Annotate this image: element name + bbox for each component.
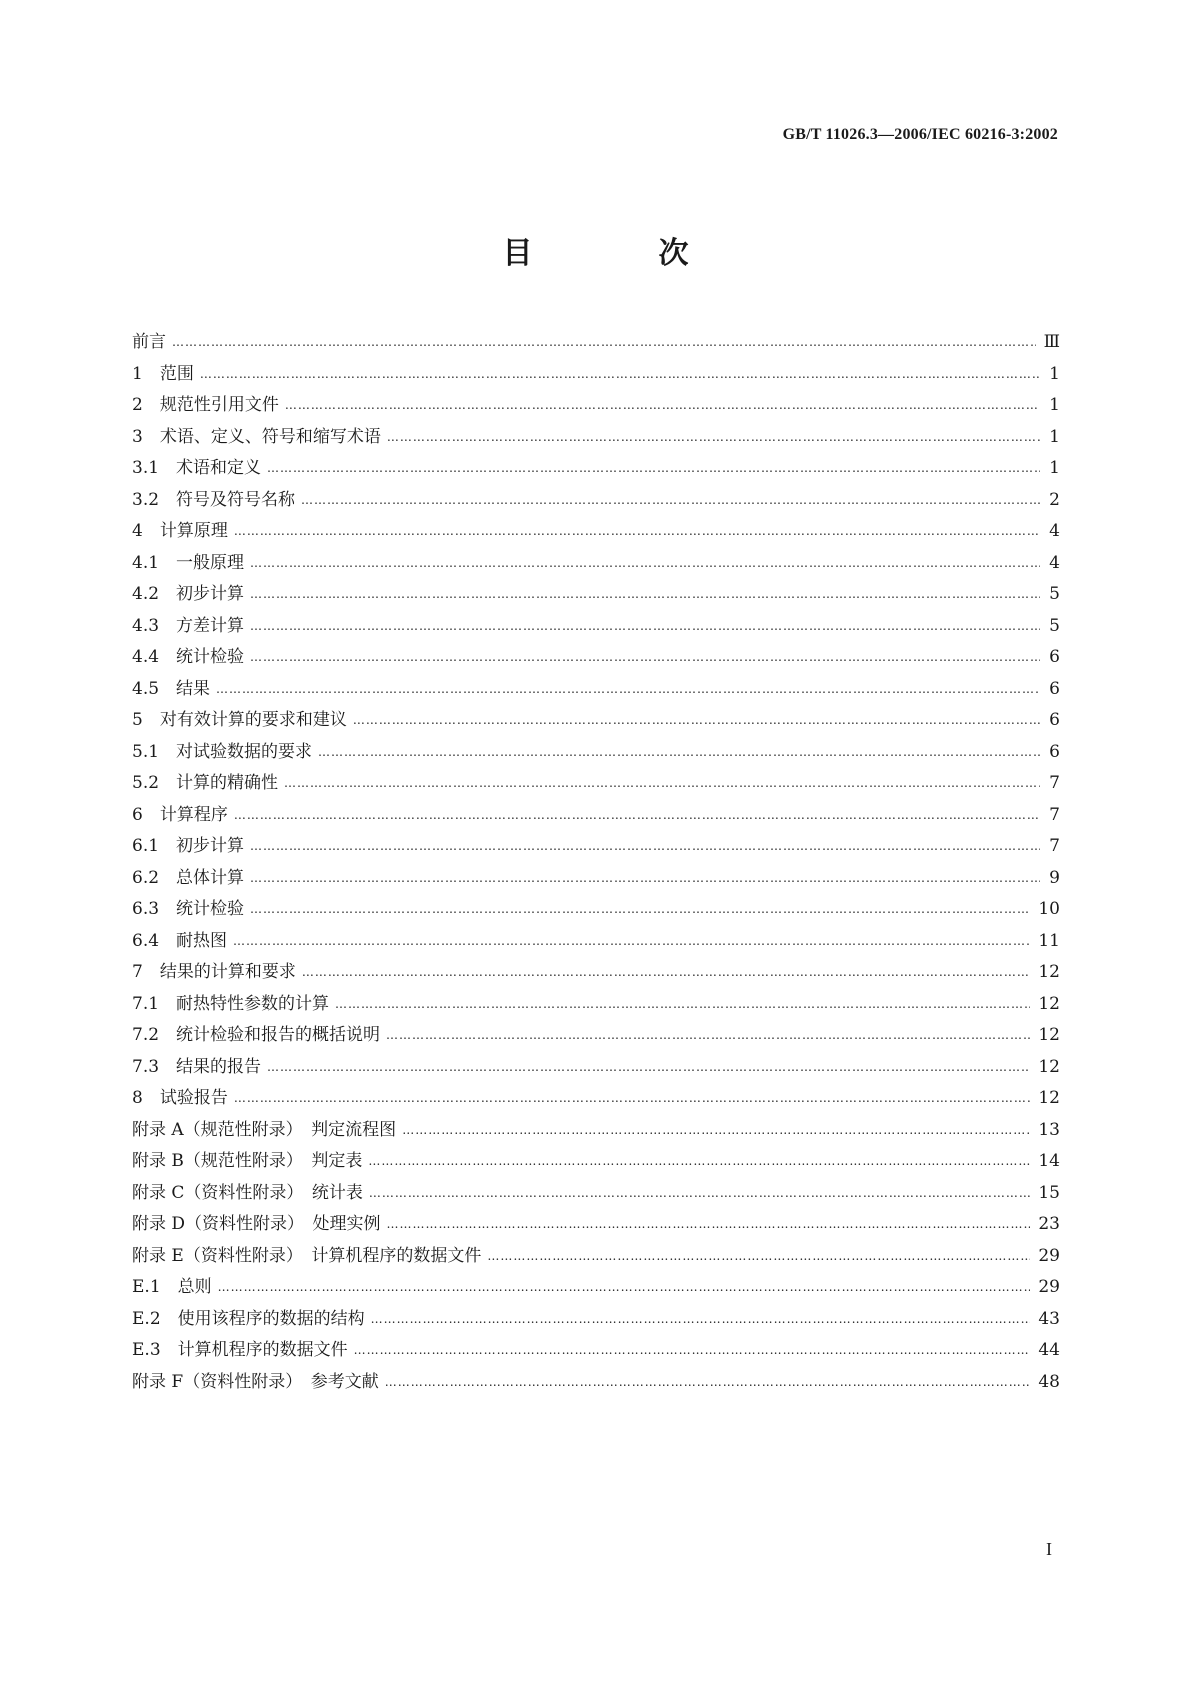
toc-entry-label: 附录 C（资料性附录） 统计表 [132, 1182, 363, 1203]
dot-leader [218, 1272, 1031, 1304]
toc-entry-label: 5.2 计算的精确性 [132, 773, 279, 793]
toc-entry[interactable] [132, 1304, 1060, 1336]
dot-leader [250, 611, 1040, 643]
toc-entry[interactable] [132, 1083, 1060, 1115]
toc-entry[interactable] [132, 1020, 1060, 1052]
toc-entry-page: 6 [1049, 647, 1060, 667]
toc-entry-label: 3.1 术语和定义 [132, 458, 262, 478]
toc-entry[interactable] [132, 453, 1060, 485]
page-title: 目 次 [502, 236, 737, 271]
dot-leader [250, 579, 1040, 611]
toc-entry[interactable] [132, 957, 1060, 989]
toc-entry-label: 7 结果的计算和要求 [132, 962, 296, 982]
toc-entry-label: 5 对有效计算的要求和建议 [132, 710, 347, 730]
toc-entry-label: 7.2 统计检验和报告的概括说明 [132, 1025, 381, 1045]
toc-entry-page: 6 [1049, 710, 1060, 730]
toc-entry-page: 6 [1049, 678, 1060, 699]
toc-entry-label: 前言 [132, 332, 166, 352]
dot-leader [369, 1178, 1030, 1210]
toc-entry-label: 5.1 对试验数据的要求 [132, 741, 313, 762]
toc-entry-label: 4.2 初步计算 [132, 584, 245, 604]
toc-entry-page: 7 [1049, 836, 1060, 856]
dot-leader [302, 957, 1031, 989]
toc-entry-label: 附录 E（资料性附录） 计算机程序的数据文件 [132, 1245, 482, 1266]
toc-entry-label: 4 计算原理 [132, 521, 228, 541]
toc-entry[interactable] [132, 737, 1060, 769]
toc-entry-page: 43 [1038, 1308, 1060, 1329]
dot-leader [216, 674, 1040, 706]
table-of-contents [132, 327, 1060, 1398]
toc-entry[interactable] [132, 1335, 1060, 1367]
dot-leader [284, 768, 1040, 800]
dot-leader [386, 1020, 1030, 1052]
toc-entry-label: 3.2 符号及符号名称 [132, 489, 296, 510]
dot-leader [234, 1083, 1031, 1115]
dot-leader [385, 1367, 1031, 1399]
toc-entry[interactable] [132, 926, 1060, 958]
dot-leader [250, 831, 1040, 863]
toc-entry[interactable] [132, 642, 1060, 674]
toc-entry-label: E.2 使用该程序的数据的结构 [132, 1308, 365, 1329]
toc-entry-page: 12 [1038, 1088, 1060, 1108]
toc-entry-label: 附录 F（资料性附录） 参考文献 [132, 1371, 379, 1392]
toc-entry-label: 6.1 初步计算 [132, 836, 245, 856]
toc-entry[interactable] [132, 768, 1060, 800]
toc-entry[interactable] [132, 1115, 1060, 1147]
toc-entry-label: 4.1 一般原理 [132, 552, 245, 573]
toc-entry-page: Ⅲ [1043, 332, 1060, 352]
toc-entry-page: 10 [1038, 899, 1060, 919]
toc-entry[interactable] [132, 863, 1060, 895]
dot-leader [387, 422, 1040, 454]
toc-entry-label: 6.4 耐热图 [132, 930, 228, 951]
toc-entry[interactable] [132, 894, 1060, 926]
toc-entry-page: 12 [1038, 962, 1060, 982]
dot-leader [335, 989, 1030, 1021]
toc-entry-page: 13 [1038, 1119, 1060, 1140]
toc-entry-page: 7 [1049, 773, 1060, 793]
toc-entry-page: 48 [1038, 1371, 1060, 1392]
dot-leader [250, 548, 1040, 580]
dot-leader [267, 1052, 1030, 1084]
toc-entry-label: 7.1 耐热特性参数的计算 [132, 993, 330, 1014]
dot-leader [234, 800, 1040, 832]
dot-leader [250, 863, 1040, 895]
toc-entry[interactable] [132, 1178, 1060, 1210]
toc-entry-page: 29 [1038, 1277, 1060, 1297]
toc-entry-page: 29 [1038, 1245, 1060, 1266]
toc-entry[interactable] [132, 674, 1060, 706]
dot-leader [250, 642, 1040, 674]
toc-entry-page: 1 [1049, 458, 1060, 478]
dot-leader [487, 1241, 1030, 1273]
toc-entry-page: 7 [1049, 804, 1060, 825]
toc-entry-label: 6.3 统计检验 [132, 899, 245, 919]
dot-leader [233, 926, 1030, 958]
toc-entry[interactable] [132, 1146, 1060, 1178]
toc-entry-label: E.1 总则 [132, 1277, 212, 1297]
toc-entry-page: 4 [1049, 521, 1060, 541]
toc-entry[interactable] [132, 516, 1060, 548]
toc-entry-page: 4 [1049, 552, 1060, 573]
toc-entry[interactable] [132, 989, 1060, 1021]
dot-leader [285, 390, 1040, 422]
toc-entry-label: 4.3 方差计算 [132, 615, 245, 636]
toc-entry-label: 4.4 统计检验 [132, 647, 245, 667]
dot-leader [301, 485, 1040, 517]
dot-leader [354, 1335, 1031, 1367]
toc-entry-label: 8 试验报告 [132, 1088, 228, 1108]
toc-entry-page: 11 [1038, 930, 1060, 951]
toc-entry-label: 6.2 总体计算 [132, 867, 245, 888]
toc-entry-label: 7.3 结果的报告 [132, 1056, 262, 1077]
toc-entry-page: 6 [1049, 741, 1060, 762]
dot-leader [368, 1146, 1030, 1178]
toc-entry-page: 15 [1038, 1182, 1060, 1203]
dot-leader [387, 1209, 1031, 1241]
toc-entry[interactable] [132, 485, 1060, 517]
toc-entry-page: 5 [1049, 584, 1060, 604]
dot-leader [200, 359, 1040, 391]
toc-entry-page: 44 [1038, 1340, 1060, 1360]
toc-entry[interactable] [132, 579, 1060, 611]
toc-entry[interactable] [132, 422, 1060, 454]
dot-leader [318, 737, 1040, 769]
toc-entry[interactable] [132, 1272, 1060, 1304]
toc-entry[interactable] [132, 611, 1060, 643]
toc-entry[interactable] [132, 1241, 1060, 1273]
toc-entry-label: 1 范围 [132, 363, 194, 384]
toc-entry-page: 9 [1049, 867, 1060, 888]
toc-entry-label: 附录 B（规范性附录） 判定表 [132, 1151, 363, 1171]
toc-entry-label: 4.5 结果 [132, 678, 211, 699]
toc-entry[interactable] [132, 705, 1060, 737]
toc-entry[interactable] [132, 1209, 1060, 1241]
dot-leader [402, 1115, 1030, 1147]
dot-leader [172, 327, 1036, 359]
toc-entry-label: 2 规范性引用文件 [132, 395, 279, 415]
page-number: I [1046, 1539, 1052, 1559]
dot-leader [353, 705, 1040, 737]
toc-entry-page: 12 [1038, 1056, 1060, 1077]
toc-entry-page: 14 [1038, 1151, 1060, 1171]
toc-entry[interactable] [132, 390, 1060, 422]
dot-leader [250, 894, 1030, 926]
toc-entry-page: 12 [1038, 993, 1060, 1014]
toc-entry-page: 23 [1038, 1214, 1060, 1234]
toc-entry-label: 附录 D（资料性附录） 处理实例 [132, 1214, 381, 1234]
dot-leader [267, 453, 1040, 485]
toc-entry-label: 3 术语、定义、符号和缩写术语 [132, 426, 381, 447]
toc-entry-label: 6 计算程序 [132, 804, 228, 825]
dot-leader [234, 516, 1040, 548]
toc-entry-page: 5 [1049, 615, 1060, 636]
toc-entry[interactable] [132, 1052, 1060, 1084]
toc-entry-page: 1 [1049, 395, 1060, 415]
toc-entry-page: 12 [1038, 1025, 1060, 1045]
toc-entry-page: 2 [1049, 489, 1060, 510]
toc-entry-label: 附录 A（规范性附录） 判定流程图 [132, 1119, 397, 1140]
toc-entry[interactable] [132, 1367, 1060, 1399]
toc-entry-page: 1 [1049, 426, 1060, 447]
toc-entry[interactable] [132, 327, 1060, 359]
toc-entry[interactable] [132, 359, 1060, 391]
dot-leader [371, 1304, 1031, 1336]
standard-id: GB/T 11026.3—2006/IEC 60216-3:2002 [782, 126, 1058, 143]
toc-entry[interactable] [132, 800, 1060, 832]
toc-entry-page: 1 [1049, 363, 1060, 384]
toc-entry-label: E.3 计算机程序的数据文件 [132, 1340, 348, 1360]
toc-entry[interactable] [132, 548, 1060, 580]
toc-entry[interactable] [132, 831, 1060, 863]
